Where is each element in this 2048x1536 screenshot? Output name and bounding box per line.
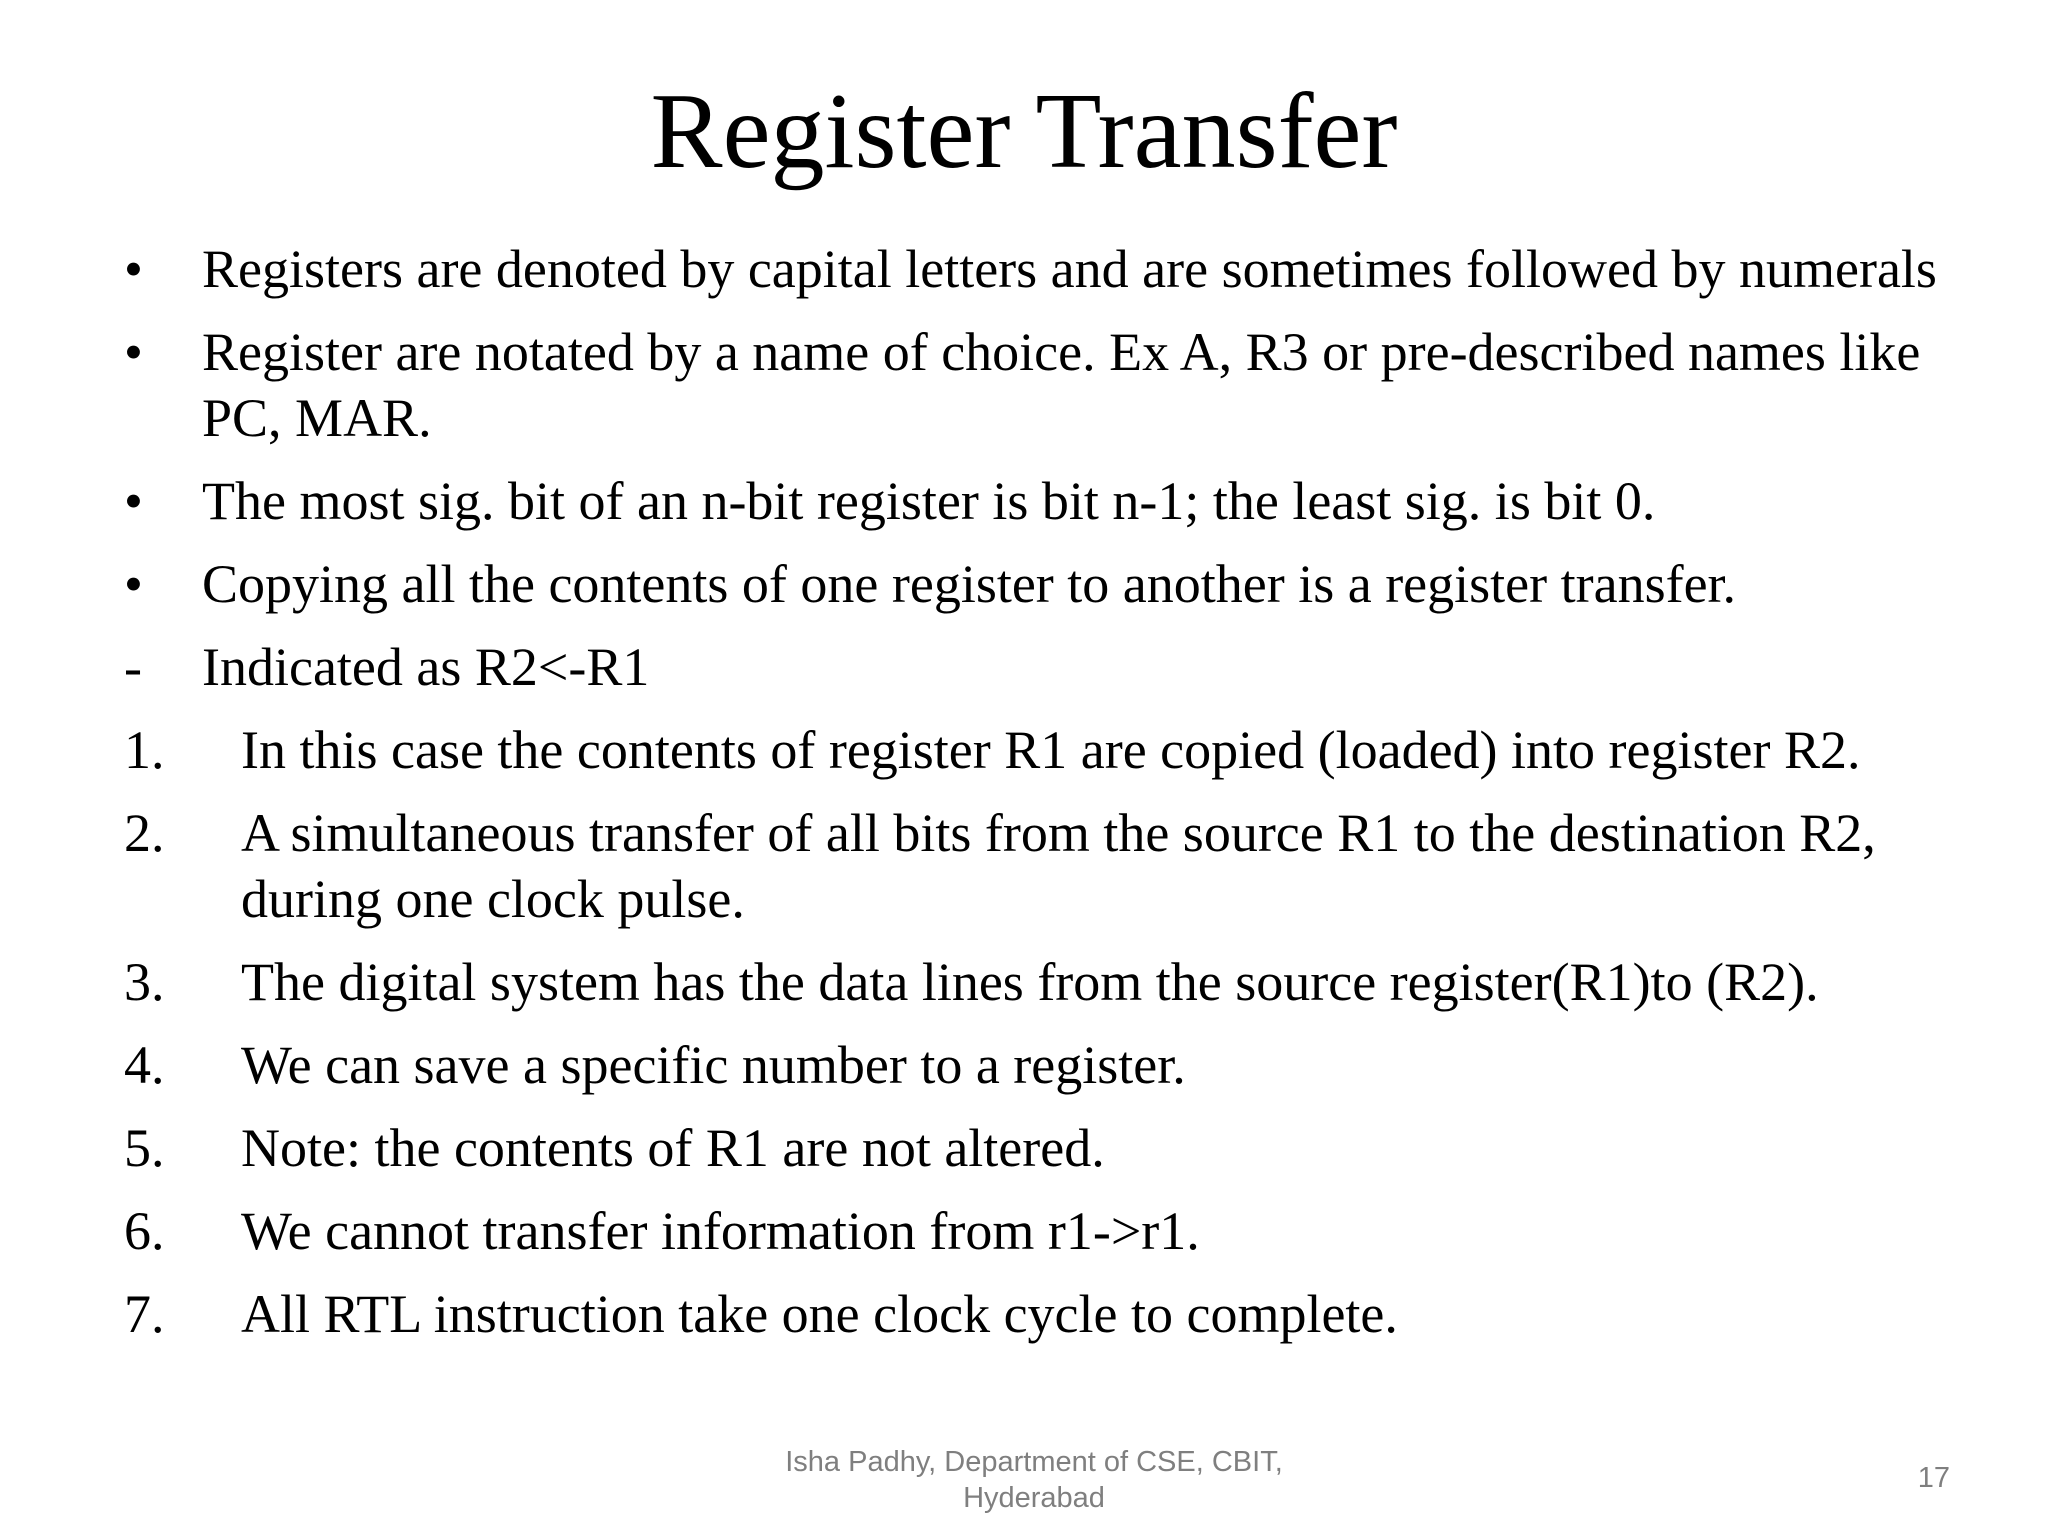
number-marker: 7. bbox=[124, 1284, 165, 1344]
number-marker: 6. bbox=[124, 1201, 165, 1261]
bullet-marker: • bbox=[124, 554, 143, 614]
numbered-item bbox=[0, 1281, 2048, 1347]
bullet-marker: • bbox=[124, 471, 143, 531]
numbered-item bbox=[0, 1115, 2048, 1181]
dash-text: Indicated as R2<-R1 bbox=[202, 637, 650, 697]
numbered-item bbox=[0, 1032, 2048, 1098]
numbered-item bbox=[0, 717, 2048, 783]
numbered-text: All RTL instruction take one clock cycle to complete. bbox=[241, 1284, 1398, 1344]
slide-number: 17 bbox=[1917, 1462, 1950, 1494]
slide-footer: Isha Padhy, Department of CSE, CBIT, Hyderabad bbox=[785, 1446, 1283, 1514]
numbered-text: We can save a specific number to a register. bbox=[241, 1035, 1186, 1095]
numbered-text: A simultaneous transfer of all bits from the source R1 to the destination R2, during one clock pulse. bbox=[241, 803, 1876, 929]
bullet-text: Registers are denoted by capital letters and are sometimes followed by numerals bbox=[202, 239, 1937, 299]
slide-content bbox=[0, 236, 2048, 1364]
bullet-text: The most sig. bit of an n-bit register is bit n-1; the least sig. is bit 0. bbox=[202, 471, 1656, 531]
numbered-text: We cannot transfer information from r1->r1. bbox=[241, 1201, 1200, 1261]
bullet-marker: • bbox=[124, 322, 143, 382]
number-marker: 5. bbox=[124, 1118, 165, 1178]
bullet-text: Register are notated by a name of choice. Ex A, R3 or pre-described names like PC, MAR. bbox=[202, 322, 1921, 448]
numbered-text: Note: the contents of R1 are not altered. bbox=[241, 1118, 1105, 1178]
numbered-item bbox=[0, 1198, 2048, 1264]
bullet-text: Copying all the contents of one register to another is a register transfer. bbox=[202, 554, 1737, 614]
bullet-item bbox=[0, 468, 2048, 534]
number-marker: 3. bbox=[124, 952, 165, 1012]
number-marker: 4. bbox=[124, 1035, 165, 1095]
numbered-text: In this case the contents of register R1 are copied (loaded) into register R2. bbox=[241, 720, 1861, 780]
bullet-item bbox=[0, 236, 2048, 302]
numbered-text: The digital system has the data lines from the source register(R1)to (R2). bbox=[241, 952, 1819, 1012]
bullet-marker: • bbox=[124, 239, 143, 299]
bullet-item bbox=[0, 319, 2048, 451]
numbered-item bbox=[0, 949, 2048, 1015]
number-marker: 2. bbox=[124, 803, 165, 863]
numbered-item bbox=[0, 800, 2048, 932]
dash-marker: - bbox=[124, 637, 142, 697]
bullet-item bbox=[0, 551, 2048, 617]
slide-title: Register Transfer bbox=[650, 72, 1398, 191]
number-marker: 1. bbox=[124, 720, 165, 780]
dash-item bbox=[0, 634, 2048, 700]
